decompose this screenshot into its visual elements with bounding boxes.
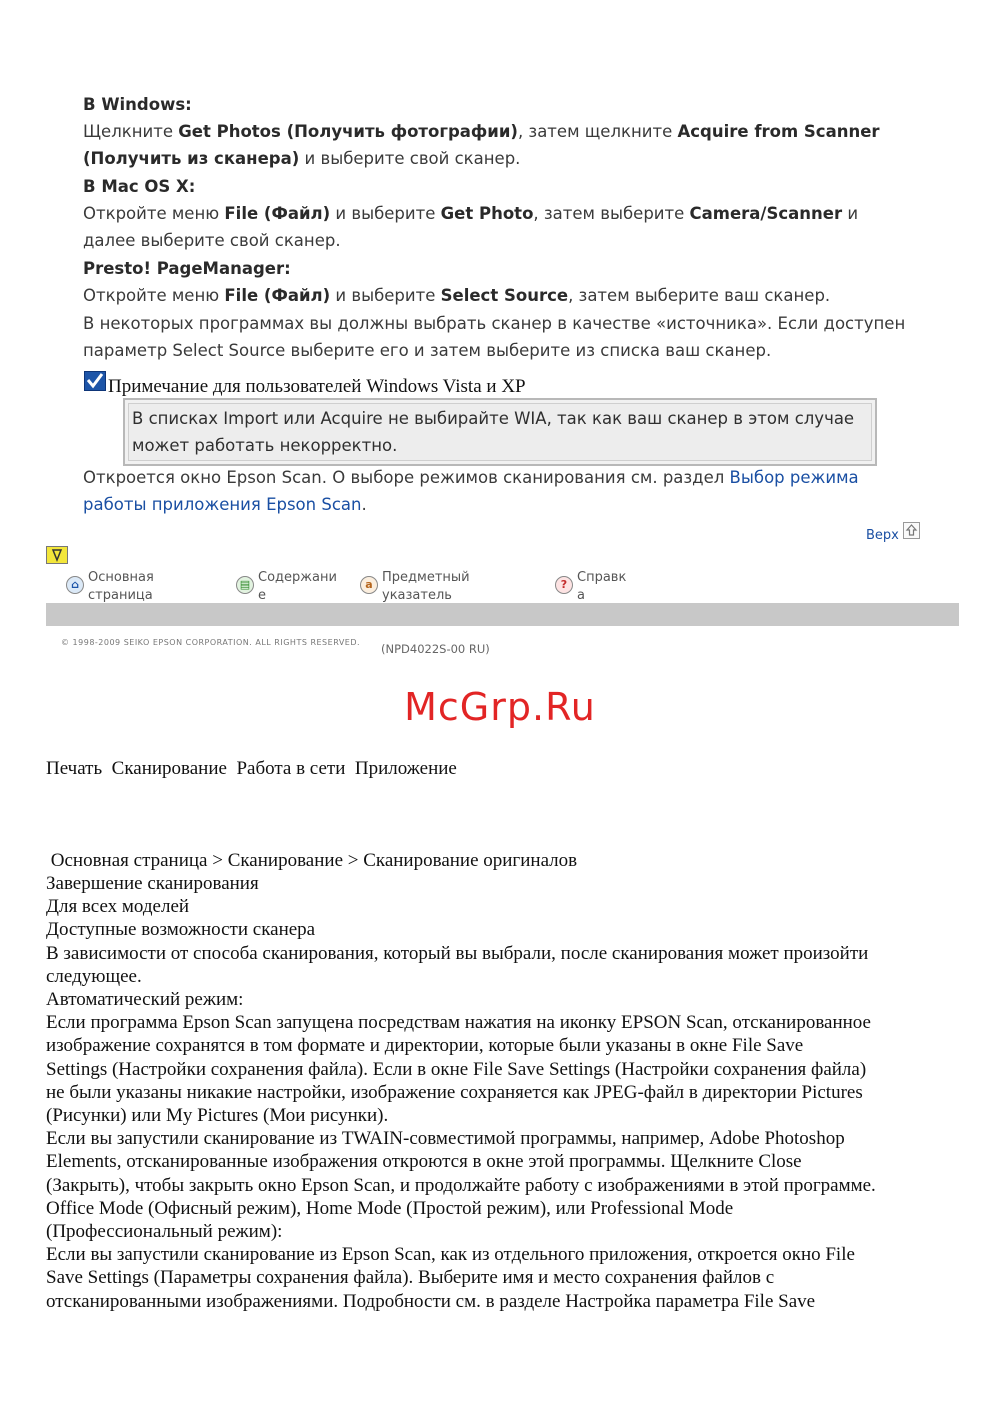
body-line: отсканированными изображениями. Подробности см. в разделе Настройка параметра File Save [46, 1290, 816, 1312]
nav-home[interactable]: Основная страница [88, 570, 154, 603]
body-line: (Профессиональный режим): [46, 1221, 283, 1242]
watermark: McGrp.Ru [404, 685, 596, 729]
mode-link[interactable]: Выбор режима [729, 468, 859, 487]
nav-index[interactable]: Предметный указатель [382, 570, 470, 603]
body-line: Save Settings (Параметры сохранения файла). Выберите имя и место сохранения файлов с [46, 1267, 775, 1289]
epson-logo-icon [46, 546, 68, 564]
copyright: © 1998-2009 SEIKO EPSON CORPORATION. ALL RIGHTS RESERVED. [61, 638, 361, 647]
open-window-line1: Откроется окно Epson Scan. О выборе режимов сканирования см. раздел Выбор режима [83, 468, 859, 487]
mac-instruction-line1: Откройте меню File (Файл) и выберите Get Photo, затем выберите Camera/Scanner и [83, 204, 859, 223]
body-line: Elements, отсканированные изображения откроются в окне этой программы. Щелкните Close [46, 1151, 802, 1173]
body-line: следующее. [46, 965, 142, 987]
windows-heading: В Windows: [83, 95, 192, 114]
body-line: Office Mode (Офисный режим), Home Mode (Простой режим), или Professional Mode [46, 1197, 734, 1219]
body-line: Автоматический режим: [46, 989, 244, 1010]
body-line: В зависимости от способа сканирования, который вы выбрали, после сканирования может произойти [46, 942, 869, 964]
note-checkmark-icon [84, 371, 106, 391]
top-link[interactable]: Верх [866, 528, 899, 543]
body-line: (Рисунки) или My Pictures (Мои рисунки). [46, 1105, 389, 1126]
body-line: не были указаны никакие настройки, изображение сохраняется как JPEG-файл в директории Pictures [46, 1081, 863, 1103]
mode-link-cont[interactable]: работы приложения Epson Scan [83, 495, 362, 514]
source-line1: В некоторых программах вы должны выбрать сканер в качестве «источника». Если доступен [83, 314, 906, 333]
windows-instruction-line2: (Получить из сканера) и выберите свой сканер. [83, 149, 521, 168]
presto-heading: Presto! PageManager: [83, 259, 291, 278]
body-line: Если программа Epson Scan запущена посредствам нажатия на иконку EPSON Scan, отсканированное [46, 1012, 871, 1034]
nav-help[interactable]: Справк а [577, 570, 627, 603]
mac-heading: В Mac OS X: [83, 177, 196, 196]
presto-instruction: Откройте меню File (Файл) и выберите Select Source, затем выберите ваш сканер. [83, 286, 831, 305]
body-line: (Закрыть), чтобы закрыть окно Epson Scan, и продолжайте работу с изображениями в этой программе. [46, 1174, 876, 1196]
body-line: Если вы запустили сканирование из TWAIN-совместимой программы, например, Adobe Photoshop [46, 1128, 845, 1150]
note-title: Примечание для пользователей Windows Vista и XP [108, 376, 526, 397]
body-line: Settings (Настройки сохранения файла). Если в окне File Save Settings (Настройки сохранения файла) [46, 1058, 867, 1080]
help-icon[interactable]: ? [555, 576, 573, 594]
body-line: Если вы запустили сканирование из Epson Scan, как из отдельного приложения, откроется окно File [46, 1244, 855, 1266]
body-line: Завершение сканирования [46, 873, 259, 894]
body-line: Доступные возможности сканера [46, 919, 316, 941]
nav-contents[interactable]: Содержани е [258, 570, 337, 603]
arrow-up-icon[interactable] [903, 522, 920, 539]
windows-instruction-line1: Щелкните Get Photos (Получить фотографии), затем щелкните Acquire from Scanner [83, 122, 880, 141]
breadcrumb: Основная страница > Сканирование > Сканирование оригиналов [46, 850, 578, 871]
body-line: изображение сохранятся в том формате и директории, которые были указаны в окне File Save [46, 1035, 804, 1057]
contents-icon[interactable]: ▤ [236, 576, 254, 594]
mac-instruction-line2: далее выберите свой сканер. [83, 231, 341, 250]
source-line2: параметр Select Source выберите его и затем выберите из списка ваш сканер. [83, 341, 772, 360]
body-line: Для всех моделей [46, 896, 190, 918]
home-icon[interactable]: ⌂ [66, 576, 84, 594]
index-icon[interactable]: a [360, 576, 378, 594]
footer-bar [46, 603, 959, 626]
open-window-line2: работы приложения Epson Scan. [83, 495, 367, 514]
top-menu: Печать Сканирование Работа в сети Приложение [46, 758, 457, 779]
note-line2: может работать некорректно. [132, 436, 398, 455]
doc-code: (NPD4022S-00 RU) [381, 642, 490, 656]
note-line1: В списках Import или Acquire не выбирайте WIA, так как ваш сканер в этом случае [132, 409, 855, 428]
